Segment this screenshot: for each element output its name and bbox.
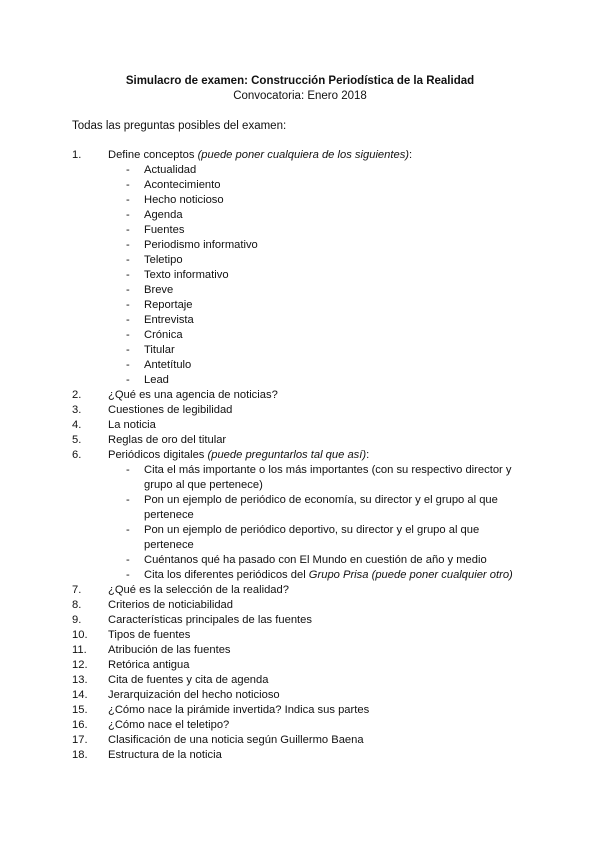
sub-item: - Periodismo informativo xyxy=(126,239,258,251)
sub-item: - Entrevista xyxy=(126,314,194,326)
item-note: (puede preguntarlos tal que así) xyxy=(207,449,367,461)
document-title: Simulacro de examen: Construcción Periodística de la Realidad xyxy=(125,75,475,87)
concept-list xyxy=(108,163,600,388)
item-text: Estructura de la noticia xyxy=(108,749,222,761)
list-item: 2. ¿Qué es una agencia de noticias? xyxy=(72,389,278,401)
sub-item: - Cita el más importante o los más importantes (con su respectivo director y grupo al que pertenece) xyxy=(126,464,512,491)
list-item xyxy=(0,148,600,388)
sub-item: - Cuéntanos qué ha pasado con El Mundo en cuestión de año y medio xyxy=(126,554,487,566)
item-number: 1. xyxy=(72,149,82,161)
item-text: Características principales de las fuentes xyxy=(108,614,312,626)
sub-item: - Antetítulo xyxy=(126,359,192,371)
list-item: 9. Características principales de las fuentes xyxy=(72,614,312,626)
item-text: Jerarquización del hecho noticioso xyxy=(108,689,280,701)
item-text: La noticia xyxy=(108,419,156,431)
item-text: ¿Cómo nace la pirámide invertida? Indica sus partes xyxy=(108,704,370,716)
sub-item: - Crónica xyxy=(126,329,183,341)
sub-item: - Teletipo xyxy=(126,254,183,266)
sub-item: - Titular xyxy=(126,344,175,356)
list-item: 14. Jerarquización del hecho noticioso xyxy=(72,689,280,701)
list-item: 10. Tipos de fuentes xyxy=(72,629,191,641)
list-item: 11. Atribución de las fuentes xyxy=(72,644,231,656)
item-text: ¿Qué es la selección de la realidad? xyxy=(108,584,289,596)
question-list xyxy=(0,148,600,763)
item-text: ¿Cómo nace el teletipo? xyxy=(108,719,230,731)
list-item: 17. Clasificación de una noticia según Guillermo Baena xyxy=(72,734,364,746)
item-text: Define conceptos xyxy=(108,149,198,161)
list-item: 16. ¿Cómo nace el teletipo? xyxy=(72,719,230,731)
item-note: (puede poner cualquiera de los siguientes) xyxy=(197,149,410,161)
list-item: 6. Periódicos digitales (puede preguntarlos tal que así): - Cita el más importante o los más importantes (con su respectivo director y grupo al que pertenece) - Pon un ejemplo de periódico de economía, su director y el grupo al que pertenece - Pon un ejemplo de periódico deportivo, su director y el grupo al que pertenece - Cuéntanos qué ha pasado con El Mundo en cuestión de año y medio - Cita los diferentes periódicos del Grupo Prisa (puede poner cualquier otro) xyxy=(0,448,600,583)
item-text: Cuestiones de legibilidad xyxy=(108,404,233,416)
sub-item: - Texto informativo xyxy=(126,269,229,281)
sub-item: - Acontecimiento xyxy=(126,179,221,191)
sub-item: - Pon un ejemplo de periódico deportivo, su director y el grupo al que pertenece xyxy=(126,524,480,551)
item-text: Periódicos digitales xyxy=(108,449,208,461)
item-tail: : xyxy=(409,149,413,161)
sub-item: - Cita los diferentes periódicos del Grupo Prisa (puede poner cualquier otro) xyxy=(126,569,513,581)
item-text: Atribución de las fuentes xyxy=(108,644,231,656)
sub-item: - Reportaje xyxy=(126,299,193,311)
intro-text: Todas las preguntas posibles del examen: xyxy=(72,120,287,132)
item-text: Clasificación de una noticia según Guillermo Baena xyxy=(108,734,364,746)
sub-item: - Breve xyxy=(126,284,174,296)
item-tail: : xyxy=(366,449,370,461)
sub-item: - Hecho noticioso xyxy=(126,194,224,206)
list-item: 5. Reglas de oro del titular xyxy=(72,434,227,446)
sub-item: - Actualidad xyxy=(126,164,197,176)
digital-papers-list xyxy=(108,463,600,583)
list-item: 4. La noticia xyxy=(72,419,156,431)
item-text: Cita de fuentes y cita de agenda xyxy=(108,674,269,686)
item-text: Criterios de noticiabilidad xyxy=(108,599,233,611)
item-text: Reglas de oro del titular xyxy=(108,434,227,446)
sub-item: - Agenda xyxy=(126,209,183,221)
list-item: 18. Estructura de la noticia xyxy=(72,749,222,761)
list-item: 7. ¿Qué es la selección de la realidad? xyxy=(72,584,289,596)
item-text: ¿Qué es una agencia de noticias? xyxy=(108,389,278,401)
list-item: 12. Retórica antigua xyxy=(72,659,190,671)
list-item: 8. Criterios de noticiabilidad xyxy=(72,599,233,611)
item-text: Tipos de fuentes xyxy=(108,629,191,641)
list-item: 15. ¿Cómo nace la pirámide invertida? Indica sus partes xyxy=(72,704,370,716)
sub-item: - Pon un ejemplo de periódico de economía, su director y el grupo al que pertenece xyxy=(126,494,498,521)
sub-item: - Lead xyxy=(126,374,169,386)
sub-item: - Fuentes xyxy=(126,224,185,236)
item-text: Retórica antigua xyxy=(108,659,190,671)
document-subtitle: Convocatoria: Enero 2018 xyxy=(233,90,367,102)
list-item: 3. Cuestiones de legibilidad xyxy=(72,404,233,416)
list-item: 13. Cita de fuentes y cita de agenda xyxy=(72,674,269,686)
